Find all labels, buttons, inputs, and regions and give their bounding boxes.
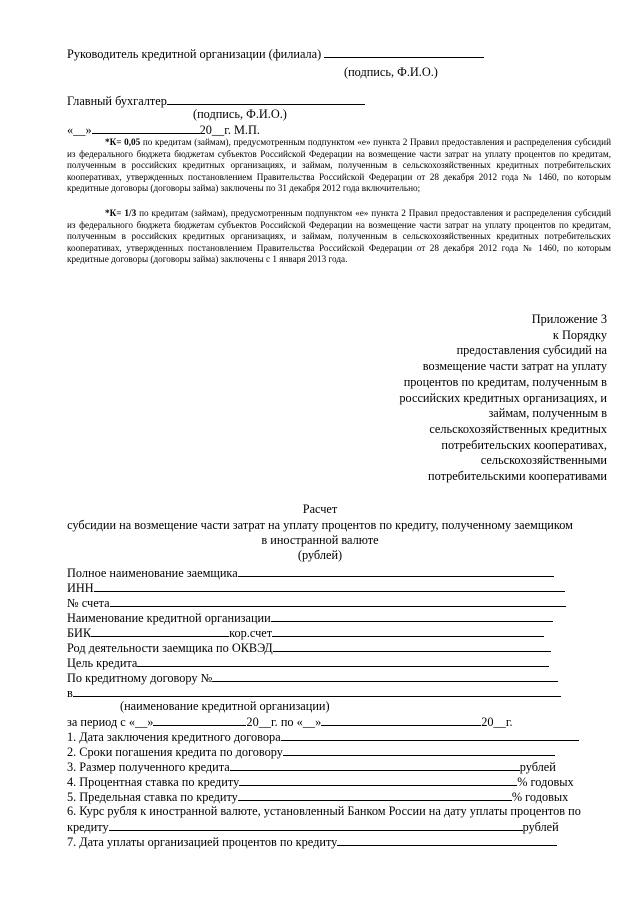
item-4-blank <box>239 774 517 786</box>
field-borrower-label: Полное наименование заемщика <box>67 566 238 580</box>
field-contract-blank <box>212 670 558 682</box>
chief-accountant-hint: (подпись, Ф.И.О.) <box>193 107 287 121</box>
appendix-line: предоставления субсидий на <box>456 343 607 358</box>
item-7 <box>67 834 557 849</box>
signature-date-blank <box>92 122 200 134</box>
appendix-line: потребительских кооперативах, <box>441 437 607 452</box>
item-3 <box>67 759 556 774</box>
field-okved-blank <box>273 640 551 652</box>
head-signature-blank <box>324 46 484 58</box>
field-purpose-label: Цель кредита <box>67 656 138 670</box>
item-7-label: 7. Дата уплаты организацией процентов по кредиту <box>67 835 338 849</box>
item-2-blank <box>283 744 555 756</box>
field-account-blank <box>110 595 566 607</box>
head-signature-label: Руководитель кредитной организации (филиала) <box>67 47 322 61</box>
field-account-label: № счета <box>67 596 110 610</box>
item-4 <box>67 774 574 789</box>
footnote-2 <box>67 208 611 266</box>
chief-accountant-label: Главный бухгалтер <box>67 94 167 108</box>
item-6: 6. Курс рубля к иностранной валюте, установленный Банком России на дату уплаты процентов по <box>67 804 581 818</box>
document-title: Расчет <box>302 502 338 516</box>
bank-name-hint: (наименование кредитной организации) <box>120 699 330 713</box>
field-period-from-blank <box>153 714 246 726</box>
appendix-line: возмещение части затрат на уплату <box>422 359 607 374</box>
field-period-to: 20__г. по «__» <box>246 715 322 729</box>
field-in-blank <box>73 685 561 697</box>
document-unit: (рублей) <box>297 548 343 562</box>
item-5-label: 5. Предельная ставка по кредиту <box>67 790 238 804</box>
field-in <box>67 685 561 700</box>
field-period <box>67 714 513 729</box>
appendix-line: займам, полученным в <box>488 406 607 421</box>
signature-date-line <box>67 122 260 137</box>
chief-accountant-line <box>67 93 365 108</box>
signature-date-open: «__» <box>67 123 92 137</box>
field-bik <box>67 625 544 640</box>
item-6-blank <box>109 819 523 831</box>
field-contract-label: По кредитному договору № <box>67 671 213 685</box>
head-signature-line <box>67 46 484 61</box>
field-period-to-blank <box>321 714 481 726</box>
document-subtitle-2: в иностранной валюте <box>261 533 379 547</box>
item-3-label: 3. Размер полученного кредита <box>67 760 230 774</box>
field-bik-blank <box>91 625 229 637</box>
field-corr-blank <box>272 625 544 637</box>
item-2-label: 2. Сроки погашения кредита по договору <box>67 745 283 759</box>
appendix-line: сельскохозяйственных кредитных <box>429 421 607 436</box>
field-purpose-blank <box>137 655 549 667</box>
field-inn-blank <box>94 580 565 592</box>
item-1-label: 1. Дата заключения кредитного договора <box>67 730 281 744</box>
item-5-blank <box>238 789 512 801</box>
footnote-2-marker: *К= 1/3 <box>105 208 137 218</box>
field-purpose <box>67 655 549 670</box>
chief-accountant-blank <box>167 93 365 105</box>
field-borrower-blank <box>238 565 554 577</box>
field-in-label: в <box>67 686 73 700</box>
item-5 <box>67 789 568 804</box>
item-1-blank <box>281 729 579 741</box>
signature-date-year: 20__г. М.П. <box>199 123 260 137</box>
head-signature-hint: (подпись, Ф.И.О.) <box>344 65 438 79</box>
field-okved-label: Род деятельности заемщика по ОКВЭД <box>67 641 273 655</box>
field-okved <box>67 640 551 655</box>
item-2 <box>67 744 555 759</box>
item-6-continued <box>67 819 559 834</box>
footnote-1 <box>67 137 611 195</box>
field-period-from: за период с «__» <box>67 715 154 729</box>
appendix-line: сельскохозяйственными <box>480 453 607 468</box>
item-6-cont-label: кредиту <box>67 820 109 834</box>
item-3-unit: рублей <box>519 760 556 774</box>
item-7-blank <box>337 834 557 846</box>
footnote-2-text: по кредитам (займам), предусмотренным подпунктом «е» пункта 2 Правил предоставления и распределения субсидий из федерального бюджета бюджетам субъектов Российской Федерации на возмещение части затрат на уплату процентов по кредитам, полученным в российских кредитных организациях, и займам, полученным в сельскохозяйственных кредитных потребительских кооперативах, утвержденных постановлением Правительства Российской Федерации от 28 декабря 2012 года № 1460, по которым кредитные договоры (договоры займа) заключены с 1 января 2013 года. <box>67 208 612 265</box>
item-4-unit: % годовых <box>517 775 574 789</box>
item-1 <box>67 729 579 744</box>
document-subtitle-1: субсидии на возмещение части затрат на уплату процентов по кредиту, полученному заемщиком <box>67 518 573 532</box>
field-bank-name-label: Наименование кредитной организации <box>67 611 271 625</box>
item-3-blank <box>230 759 520 771</box>
appendix-line: процентов по кредитам, полученным в <box>403 374 607 389</box>
appendix-line: российских кредитных организациях, и <box>399 390 607 405</box>
field-bik-label: БИК <box>67 626 92 640</box>
field-inn-label: ИНН <box>67 581 94 595</box>
field-bank-name <box>67 610 553 625</box>
field-contract <box>67 670 558 685</box>
item-5-unit: % годовых <box>511 790 569 804</box>
appendix-line: потребительскими кооперативами <box>428 469 607 484</box>
field-inn <box>67 580 565 595</box>
field-bank-name-blank <box>271 610 553 622</box>
field-borrower <box>67 565 554 580</box>
footnote-1-marker: *К= 0,05 <box>105 137 141 147</box>
item-6-unit: рублей <box>522 820 559 834</box>
item-4-label: 4. Процентная ставка по кредиту <box>67 775 240 789</box>
appendix-line: к Порядку <box>552 327 607 342</box>
field-corr-label: кор.счет <box>229 626 273 640</box>
field-period-end: 20__г. <box>481 715 513 729</box>
field-account <box>67 595 566 610</box>
appendix-line: Приложение 3 <box>531 312 607 326</box>
appendix-header <box>399 312 607 485</box>
footnote-1-text: по кредитам (займам), предусмотренным подпунктом «е» пункта 2 Правил предоставления и распределения субсидий из федерального бюджета бюджетам субъектов Российской Федерации на возмещение части затрат на уплату процентов по кредитам, полученным в российских кредитных организациях, и займам, полученным в сельскохозяйственных кредитных потребительских кооперативах, утвержденных постановлением Правительства Российской Федерации от 28 декабря 2012 года № 1460, по которым кредитные договоры (договоры займа) заключены по 31 декабря 2012 года включительно; <box>67 137 612 194</box>
